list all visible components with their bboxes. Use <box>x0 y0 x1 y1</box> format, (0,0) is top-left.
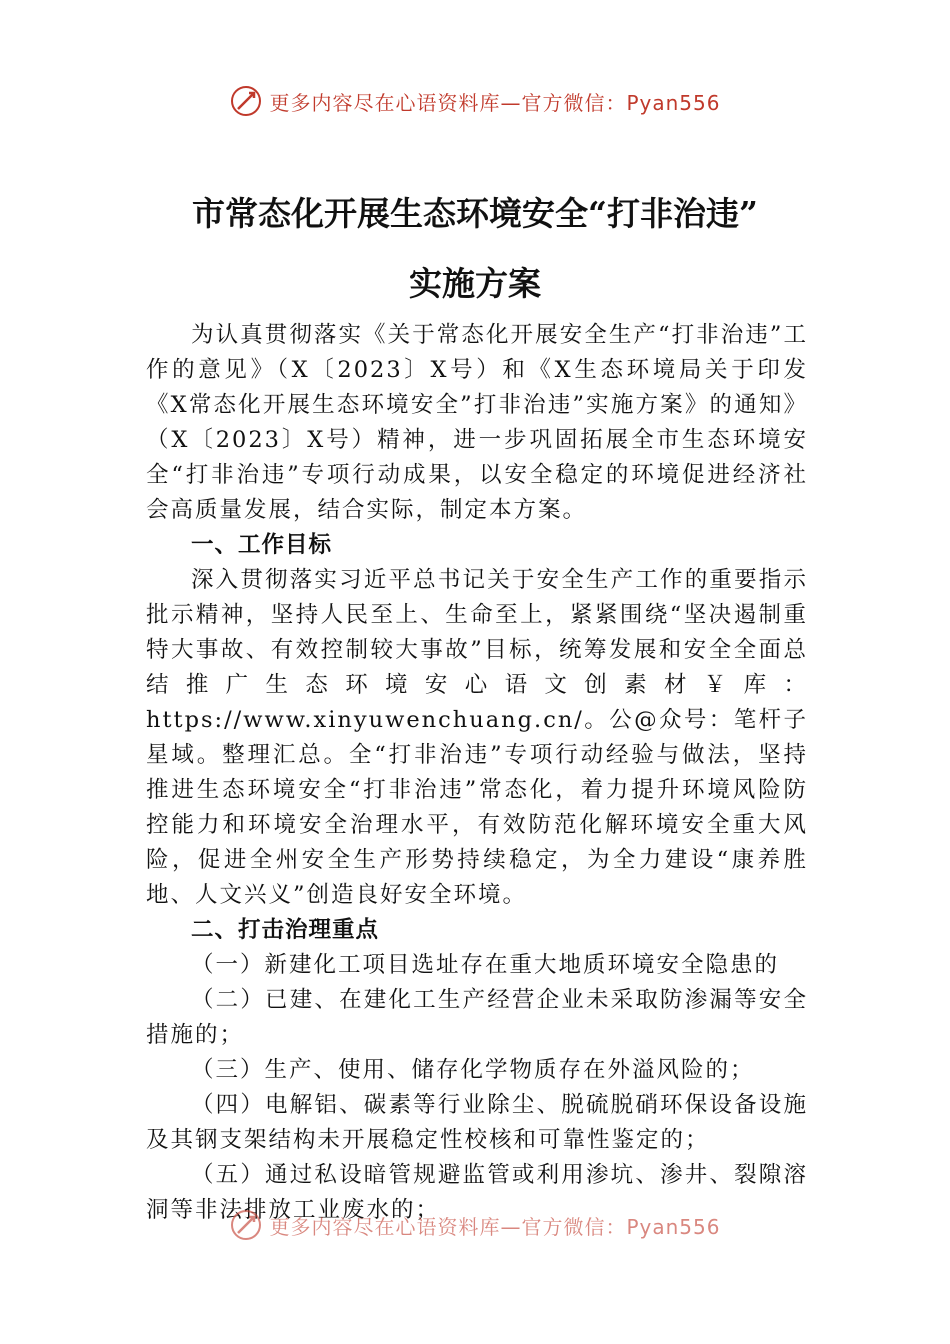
section1-heading: 一、工作目标 <box>191 532 333 558</box>
list-item: （四）电解铝、碳素等行业除尘、脱硫脱硝环保设备设施及其钢支架结构未开展稳定性校核和可靠性鉴定的； <box>146 1092 808 1153</box>
watermark-footer <box>0 1208 950 1242</box>
watermark-text: 更多内容尽在心语资料库—官方微信：Pyan556 <box>269 1214 721 1239</box>
list-item: （三）生产、使用、储存化学物质存在外溢风险的； <box>191 1057 755 1083</box>
pen-logo-icon <box>229 1208 263 1242</box>
document-body <box>146 318 808 1228</box>
watermark-text: 更多内容尽在心语资料库—官方微信：Pyan556 <box>269 90 721 115</box>
watermark-header <box>0 84 950 118</box>
document-title-line2: 实施方案 <box>409 264 541 303</box>
intro-paragraph: 为认真贯彻落实《关于常态化开展安全生产“打非治违”工作的意见》（X〔2023〕X号）和《X生态环境局关于印发《X常态化开展生态环境安全”打非治违”实施方案》的通知》（X〔2023〕X号）精神，进一步巩固拓展全市生态环境安全“打非治违”专项行动成果，以安全稳定的环境促进经济社会高质量发展，结合实际，制定本方案。 <box>146 322 808 523</box>
list-item: （二）已建、在建化工生产经营企业未采取防渗漏等安全措施的； <box>146 987 808 1048</box>
section1-paragraph: 深入贯彻落实习近平总书记关于安全生产工作的重要指示批示精神，坚持人民至上、生命至上，紧紧围绕“坚决遏制重特大事故、有效控制较大事故”目标，统筹发展和安全全面总结推广生态环境安心语文创素材￥库：https://www.xinyuwenchuang.cn/。公@众号：笔杆子星域。整理汇总。全“打非治违”专项行动经验与做法，坚持推进生态环境安全“打非治违”常态化，着力提升环境风险防控能力和环境安全治理水平，有效防范化解环境安全重大风险，促进全州安全生产形势持续稳定，为全力建设“康养胜地、人文兴义”创造良好安全环境。 <box>146 567 808 908</box>
section2-heading: 二、打击治理重点 <box>191 917 380 943</box>
document-title-line1: 市常态化开展生态环境安全“打非治违” <box>192 194 758 233</box>
list-item: （一）新建化工项目选址存在重大地质环境安全隐患的 <box>191 952 780 978</box>
list-item: （五）通过私设暗管规避监管或利用渗坑、渗井、裂隙溶洞等非法排放工业废水的； <box>146 1162 808 1223</box>
pen-logo-icon <box>229 84 263 118</box>
